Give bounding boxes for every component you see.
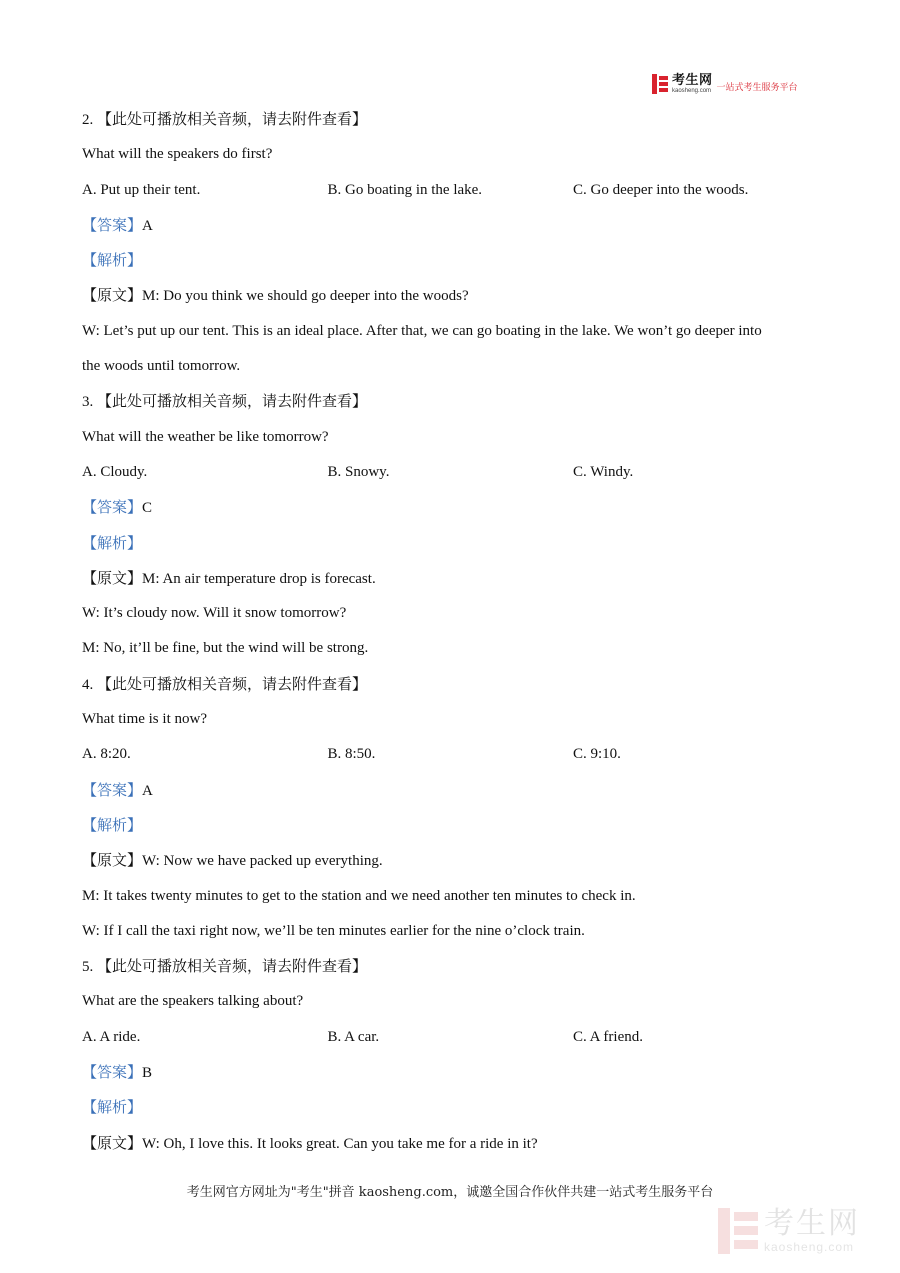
transcript-line	[82, 565, 822, 600]
text-line	[82, 988, 822, 1023]
document-body	[82, 106, 822, 1165]
answer-value: A	[142, 782, 153, 799]
header-logo	[652, 72, 798, 96]
analysis-label: 【解析】	[82, 251, 143, 270]
answer-value: A	[142, 217, 153, 234]
option-item: B. Snowy.	[327, 463, 390, 480]
option-item: A. Put up their tent.	[82, 181, 201, 198]
options-row	[82, 1024, 822, 1059]
option-item: B. 8:50.	[327, 746, 376, 763]
transcript-text: M: An air temperature drop is forecast.	[142, 570, 376, 587]
option-item: A. A ride.	[82, 1028, 141, 1045]
audio-note: 【此处可播放相关音频，请去附件查看】	[97, 957, 368, 976]
transcript-text: M: Do you think we should go deeper into the woods?	[142, 288, 469, 305]
options-row	[82, 459, 822, 494]
option-item: A. Cloudy.	[82, 463, 148, 480]
text-content: What will the speakers do first?	[82, 146, 273, 163]
transcript-label: 【原文】	[82, 851, 143, 870]
text-line	[82, 918, 822, 953]
text-line	[82, 635, 822, 670]
transcript-text: W: Oh, I love this. It looks great. Can you take me for a ride in it?	[142, 1135, 538, 1152]
transcript-text: W: Now we have packed up everything.	[142, 853, 383, 870]
transcript-label: 【原文】	[82, 1133, 143, 1152]
text-line	[82, 353, 822, 388]
question-header	[82, 388, 822, 423]
text-line	[82, 424, 822, 459]
answer-label: 【答案】	[82, 780, 143, 799]
text-line	[82, 883, 822, 918]
question-number: 5.	[82, 959, 94, 976]
option-item: B. Go boating in the lake.	[327, 181, 483, 198]
audio-note: 【此处可播放相关音频，请去附件查看】	[97, 392, 368, 411]
question-number: 3.	[82, 394, 94, 411]
kaosheng-logo-icon	[652, 74, 668, 94]
question-header	[82, 953, 822, 988]
watermark-name: 考生网	[764, 1206, 860, 1241]
logo-domain: kaosheng.com	[672, 88, 712, 94]
answer-value: C	[142, 500, 153, 517]
analysis-line	[82, 812, 822, 847]
answer-line	[82, 1059, 822, 1094]
answer-value: B	[142, 1065, 153, 1082]
answer-label: 【答案】	[82, 1063, 143, 1082]
analysis-label: 【解析】	[82, 533, 143, 552]
options-row	[82, 177, 822, 212]
text-line	[82, 706, 822, 741]
watermark	[718, 1208, 860, 1254]
question-header	[82, 106, 822, 141]
analysis-label: 【解析】	[82, 815, 143, 834]
text-content: W: Let’s put up our tent. This is an ideal place. After that, we can go boating in the lake. We won’t go deeper into	[82, 322, 762, 339]
option-item: B. A car.	[327, 1028, 380, 1045]
analysis-label: 【解析】	[82, 1098, 143, 1117]
transcript-line	[82, 282, 822, 317]
question-header	[82, 671, 822, 706]
text-content: W: If I call the taxi right now, we’ll be ten minutes earlier for the nine o’clock train.	[82, 922, 585, 939]
text-line	[82, 318, 822, 353]
text-content: M: It takes twenty minutes to get to the station and we need another ten minutes to check in.	[82, 887, 636, 904]
options-row	[82, 741, 822, 776]
question-number: 2.	[82, 112, 94, 128]
text-content: What are the speakers talking about?	[82, 993, 304, 1010]
audio-note: 【此处可播放相关音频，请去附件查看】	[97, 110, 368, 128]
page-footer: 考生网官方网址为"考生"拼音 kaosheng.com，诚邀全国合作伙伴共建一站式考生服务平台	[186, 1185, 714, 1200]
transcript-line	[82, 1130, 822, 1165]
answer-label: 【答案】	[82, 498, 143, 517]
answer-line	[82, 777, 822, 812]
text-line	[82, 600, 822, 635]
answer-label: 【答案】	[82, 215, 143, 234]
analysis-line	[82, 530, 822, 565]
answer-line	[82, 494, 822, 529]
transcript-label: 【原文】	[82, 286, 143, 305]
option-item: C. Go deeper into the woods.	[573, 181, 749, 198]
text-content: What time is it now?	[82, 711, 207, 728]
text-content: M: No, it’ll be fine, but the wind will be strong.	[82, 640, 369, 657]
analysis-line	[82, 247, 822, 282]
transcript-label: 【原文】	[82, 568, 143, 587]
logo-slogan: 一站式考生服务平台	[716, 82, 798, 93]
option-item: C. Windy.	[573, 463, 634, 480]
text-line	[82, 141, 822, 176]
text-content: What will the weather be like tomorrow?	[82, 428, 329, 445]
option-item: C. A friend.	[573, 1028, 643, 1045]
analysis-line	[82, 1094, 822, 1129]
logo-name: 考生网	[672, 73, 713, 88]
watermark-domain: kaosheng.com	[764, 1240, 855, 1254]
question-number: 4.	[82, 676, 94, 693]
answer-line	[82, 212, 822, 247]
text-content: W: It’s cloudy now. Will it snow tomorrow?	[82, 605, 347, 622]
watermark-logo-icon	[718, 1208, 758, 1254]
transcript-line	[82, 847, 822, 882]
text-content: the woods until tomorrow.	[82, 358, 241, 375]
audio-note: 【此处可播放相关音频，请去附件查看】	[97, 674, 368, 693]
option-item: A. 8:20.	[82, 746, 131, 763]
option-item: C. 9:10.	[573, 746, 621, 763]
